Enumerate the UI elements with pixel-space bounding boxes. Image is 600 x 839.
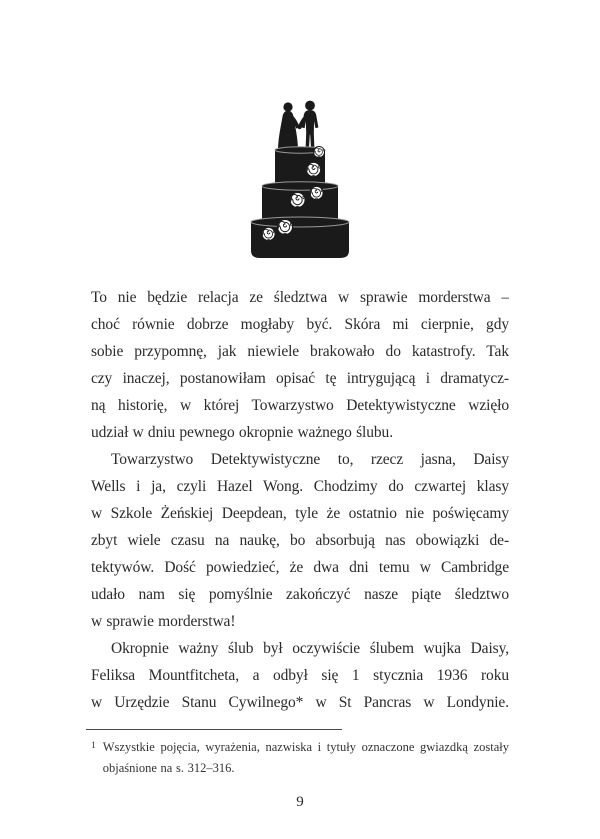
- rose-icon: [306, 162, 320, 176]
- footnote: [91, 737, 509, 779]
- text-line: To nie będzie relacja ze śledztwa w sprawie morderstwa –: [91, 289, 509, 306]
- text-line: Towarzystwo Detektywistyczne to, rzecz jasna, Daisy: [111, 451, 509, 468]
- footnote-rule: [86, 729, 342, 730]
- rose-icon: [290, 192, 305, 207]
- paragraph: [91, 635, 509, 716]
- paragraph: [91, 284, 509, 446]
- footnote-marker: 1: [91, 741, 96, 751]
- text-line: czy inaczej, postanowiłam opisać tę intrygującą i dramatycz-: [91, 370, 509, 387]
- text-line: zbyt wiele czasu na naukę, bo absorbują nas obowiązki de-: [91, 532, 509, 549]
- rose-icon: [262, 227, 275, 240]
- rose-icon: [314, 147, 325, 158]
- footnote-text: Wszystkie pojęcia, wyrażenia, nazwiska i tytuły oznaczone gwiazdką zostały objaśnione na s. 312–316.: [102, 740, 509, 775]
- wedding-cake-illustration: [247, 98, 353, 260]
- text-line: Okropnie ważny ślub był oczywiście ślubem wujka Daisy,: [111, 640, 509, 657]
- text-line: Wells i ja, czyli Hazel Wong. Chodzimy do czwartej klasy: [91, 478, 509, 495]
- text-line: udało nam się pomyślnie zakończyć nasze piąte śledztwo: [91, 586, 509, 603]
- text-line: Feliksa Mountfitcheta, a odbył się 1 stycznia 1936 roku: [91, 667, 509, 684]
- text-line: choć równie dobrze mogłaby być. Skóra mi cierpnie, gdy: [91, 316, 509, 333]
- text-line: w Szkole Żeńskiej Deepdean, tyle że ostatnio nie poświęcamy: [91, 505, 509, 522]
- text-line: ną historię, w której Towarzystwo Detektywistyczne wzięło: [91, 397, 509, 414]
- body-text: [91, 284, 509, 779]
- rose-icon: [310, 186, 323, 199]
- text-line: sobie przypomnę, jak niewiele brakowało do katastrofy. Tak: [91, 343, 509, 360]
- couple-silhouette: [278, 101, 318, 149]
- page-number: 9: [296, 794, 304, 810]
- text-line: w Urzędzie Stanu Cywilnego* w St Pancras w Londynie.: [91, 694, 509, 711]
- text-line: tektywów. Dość powiedzieć, że dwa dni temu w Cambridge: [91, 559, 509, 576]
- text-line: udział w dniu pewnego okropnie ważnego ślubu.: [91, 424, 393, 441]
- paragraph: [91, 446, 509, 635]
- text-line: w sprawie morderstwa!: [91, 613, 236, 630]
- rose-icon: [277, 219, 292, 234]
